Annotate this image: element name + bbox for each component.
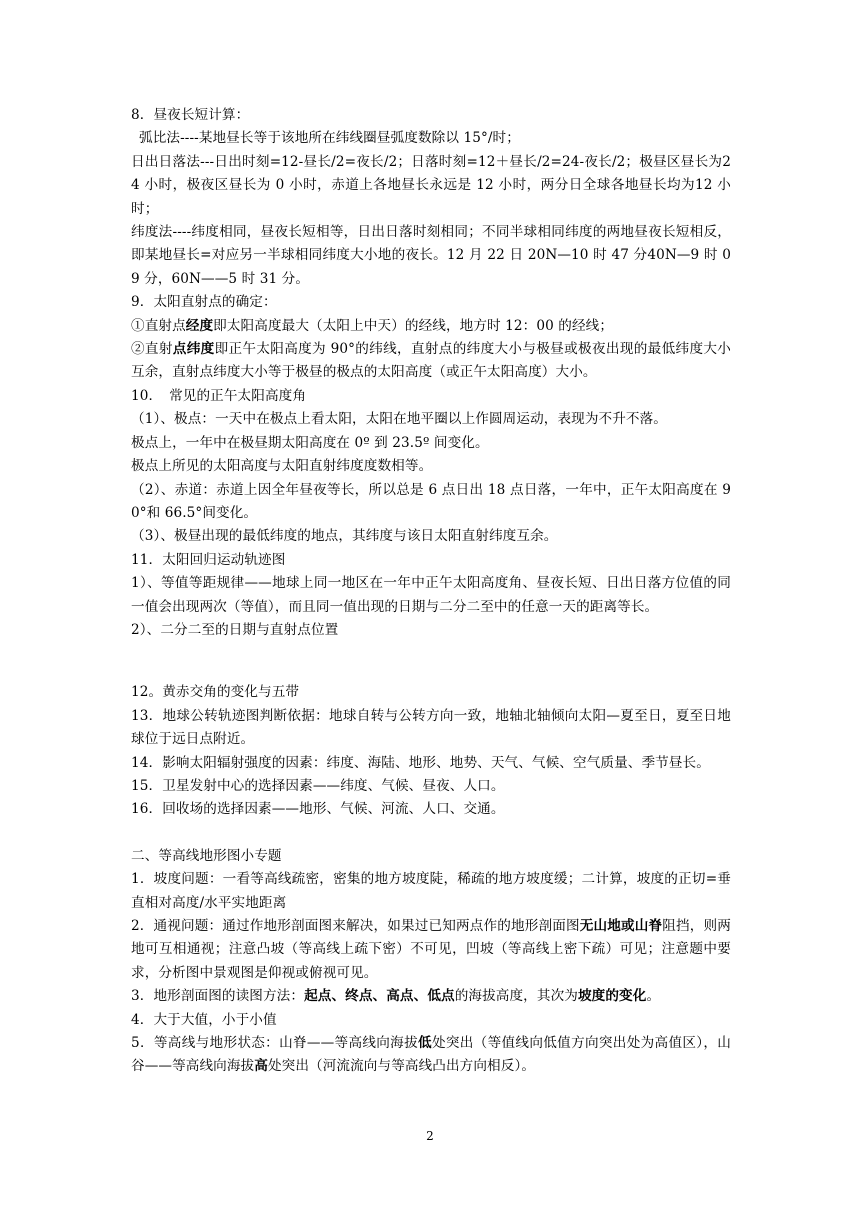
blank-space	[131, 642, 731, 681]
value-rule-item: 4．大于大值，小于小值	[131, 1011, 277, 1028]
sunrise-sunset-method: 日出日落法---日出时刻=12-昼长/2=夜长/2；日落时刻=12＋昼长/2=24-夜长/2；极昼区昼长为24 小时，极夜区昼长为 0 小时，赤道上各地昼长永远是 12 小时，两分日全球各地昼长均为12 小时；	[131, 153, 731, 217]
text-run: 处突出（河流流向与等高线凸出方向相反）。	[267, 1058, 536, 1075]
text-run: ①直射点	[131, 317, 186, 334]
visibility-item	[131, 915, 731, 985]
heading-15: 15．卫星发射中心的选择因素——纬度、气候、昼夜、人口。	[131, 777, 505, 794]
heading-12: 12。黄赤交角的变化与五带	[131, 684, 300, 701]
bold-text: 高	[254, 1058, 268, 1075]
page-number: 2	[426, 1129, 434, 1143]
heading-9: 9．太阳直射点的确定：	[131, 294, 277, 311]
subsolar-latitude	[131, 338, 731, 385]
heading-16: 16．回收场的选择因素——地形、气候、河流、人口、交通。	[131, 801, 505, 818]
document-body	[131, 104, 731, 1079]
arc-ratio-method: 弧比法----某地昼长等于该地所在纬线圈昼弧度数除以 15°/时；	[139, 130, 520, 147]
heading-14: 14．影响太阳辐射强度的因素：纬度、海陆、地形、地势、天气、气候、空气质量、季节昼长。	[131, 754, 710, 771]
text-run: 处突出（等值线向低值方向突出处为高值区），山谷——等高线向海拔	[131, 1035, 731, 1075]
pole-item-c: 极点上所见的太阳高度与太阳直射纬度度数相等。	[131, 458, 433, 475]
profile-reading-item	[131, 985, 731, 1008]
contour-landform-item	[131, 1032, 731, 1079]
text-run: 2．通视问题：通过作地形剖面图来解决，如果过已知两点作的地形剖面图	[131, 918, 580, 934]
bold-text: 经度	[185, 317, 214, 334]
heading-13: 13．地球公转轨迹图判断依据：地球自转与公转方向一致，地轴北轴倾向太阳—夏至日，夏至日地球位于远日点附近。	[131, 707, 731, 748]
latitude-method: 纬度法----纬度相同，昼夜长短相等，日出日落时刻相同；不同半球相同纬度的两地昼夜长短相反，即某地昼长=对应另一半球相同纬度大小地的夜长。12 月 22 日 20N—10 时 47 分40N—9 时 09 分，60N——5 时 31 分。	[131, 224, 731, 287]
equator-item: （2）、赤道：赤道上因全年昼夜等长，所以总是 6 点日出 18 点日落，一年中，正午太阳高度在 90°和 66.5°间变化。	[131, 481, 731, 521]
text-run: 即太阳高度最大（太阳上中天）的经线，地方时 12：00 的经线；	[213, 317, 614, 334]
solstice-equinox-item: 2）、二分二至的日期与直射点位置	[131, 621, 339, 638]
bold-text: 坡度的变化	[577, 988, 647, 1005]
text-run: 3．地形剖面图的读图方法：	[131, 988, 305, 1005]
pole-item: （1）、极点：一天中在极点上看太阳，太阳在地平圈以上作圆周运动，表现为不升不落。	[131, 411, 668, 428]
text-run: 的海拔高度，其次为	[454, 988, 578, 1005]
text-run: ②直射	[131, 341, 173, 358]
bold-text: 无山地或山脊	[579, 918, 663, 934]
polar-day-item: （3）、极昼出现的最低纬度的地点，其纬度与该日太阳直射纬度互余。	[131, 528, 558, 545]
text-run: 5．等高线与地形状态：山脊——等高线向海拔	[131, 1035, 419, 1052]
pole-item-b: 极点上，一年中在极昼期太阳高度在 0º 到 23.5º 间变化。	[131, 434, 489, 451]
heading-11: 11．太阳回归运动轨迹图	[131, 551, 286, 568]
slope-item: 1．坡度问题：一看等高线疏密，密集的地方坡度陡，稀疏的地方坡度缓；二计算，坡度的正切=垂直相对高度/水平实地距离	[131, 871, 731, 911]
heading-10: 10． 常见的正午太阳高度角	[131, 387, 307, 404]
text-run: 即正午太阳高度为 90°的纬线，直射点的纬度大小与极昼或极夜出现的最低纬度大小互余，直射点纬度大小等于极昼的极点的太阳高度（或正午太阳高度）大小。	[131, 341, 731, 381]
section-2-title: 二、等高线地形图小专题	[131, 847, 282, 864]
subsolar-longitude	[131, 315, 731, 338]
text-run: 。	[646, 988, 661, 1005]
bold-text: 低	[418, 1035, 432, 1052]
equidistance-rule: 1）、等值等距规律——地球上同一地区在一年中正午太阳高度角、昼夜长短、日出日落方位值的同一值会出现两次（等值），而且同一值出现的日期与二分二至中的任意一天的距离等长。	[131, 575, 731, 615]
text-run: 阻挡，则两地可互相通视；注意凸坡（等高线上疏下密）不可见，凹坡（等高线上密下疏）可见；注意题中要求，分析图中景观图是仰视或俯视可见。	[131, 918, 731, 981]
bold-text: 起点、终点、高点、低点	[304, 988, 455, 1005]
blank-space	[131, 822, 731, 845]
bold-text: 点纬度	[172, 341, 215, 358]
heading-8: 8．昼夜长短计算：	[131, 107, 250, 123]
